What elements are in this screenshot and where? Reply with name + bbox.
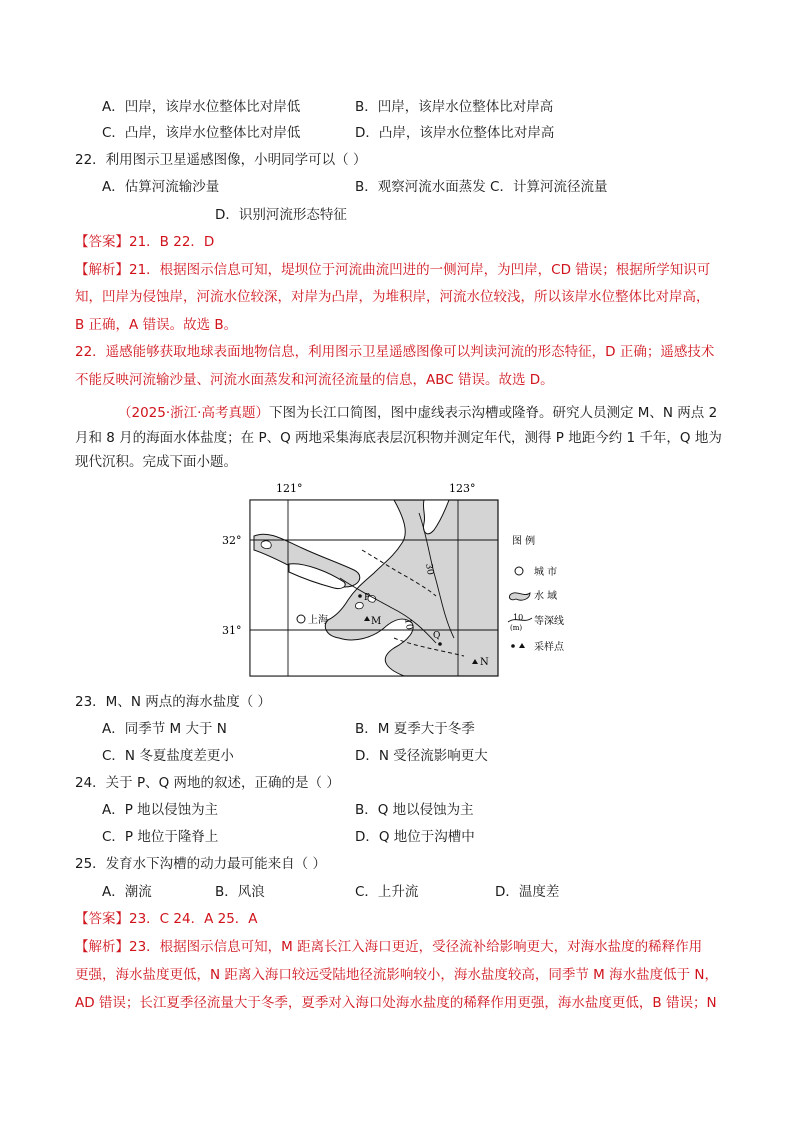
- legend-city-icon: [515, 567, 523, 575]
- point-p-marker: [358, 594, 362, 598]
- legend-title: 图 例: [512, 536, 536, 547]
- legend-contour-unit: (m): [510, 624, 523, 632]
- q25-option-d: D．温度差: [495, 884, 560, 900]
- analysis-2-line-2: 更强，海水盐度更低，N 距离入海口较远受陆地径流影响较小，海水盐度较高，同季节 M 海水盐度低于 N，: [75, 967, 719, 983]
- analysis-1-line-4: 22．遥感能够获取地球表面地物信息，利用图示卫星遥感图像可以判读河流的形态特征，D 正确；遥感技术: [75, 344, 715, 360]
- analysis-2-line-3: AD 错误；长江夏季径流量大于冬季，夏季对入海口处海水盐度的稀释作用更强，海水盐度更低，B 错误；N: [75, 995, 717, 1011]
- analysis-text: 23．根据图示信息可知，M 距离长江入海口更近，受径流补给影响更大，对海水盐度的稀释作用: [129, 939, 703, 955]
- q22-option-bc: B．观察河流水面蒸发 C．计算河流径流量: [355, 179, 608, 195]
- q21-option-b: B．凹岸，该岸水位整体比对岸高: [355, 99, 554, 115]
- question-source: （2025·浙江·高考真题）: [118, 405, 269, 421]
- q25-option-c: C．上升流: [355, 884, 419, 900]
- legend-sample-triangle: [519, 643, 525, 648]
- q24-option-d: D．Q 地位于沟槽中: [355, 829, 475, 845]
- answer-text: 23．C 24．A 25．A: [129, 911, 258, 927]
- city-marker: [297, 615, 305, 623]
- legend-city-label: 城 市: [534, 567, 558, 578]
- lat-label-32: 32°: [222, 534, 242, 547]
- answer-text: 21．B 22．D: [129, 234, 215, 250]
- legend-water-label: 水 域: [534, 591, 558, 602]
- q23-option-a: A．同季节 M 大于 N: [102, 721, 227, 737]
- lon-label-123: 123°: [449, 482, 476, 495]
- q23-option-b: B．M 夏季大于冬季: [355, 721, 475, 737]
- analysis-label: 【解析】: [75, 939, 129, 955]
- q21-option-c: C．凸岸，该岸水位整体比对岸低: [102, 125, 301, 141]
- q25-option-a: A．潮流: [102, 884, 152, 900]
- q23-option-c: C．N 冬夏盐度差更小: [102, 748, 234, 764]
- contour-10-label: 10: [402, 617, 414, 631]
- legend-water-icon: [509, 593, 530, 600]
- answer-block-2: [75, 909, 258, 929]
- q21-option-a: A．凹岸，该岸水位整体比对岸低: [102, 99, 301, 115]
- q25-option-b: B．风浪: [215, 884, 265, 900]
- answer-label: 【答案】: [75, 911, 129, 927]
- intro-line-3: 现代沉积。完成下面小题。: [75, 454, 237, 470]
- point-n-label: N: [480, 657, 489, 668]
- q24-option-a: A．P 地以侵蚀为主: [102, 802, 219, 818]
- analysis-2-line-1: [75, 937, 702, 957]
- intro-text: 下图为长江口简图，图中虚线表示沟槽或隆脊。研究人员测定 M、N 两点 2: [268, 405, 718, 421]
- q21-option-d: D．凸岸，该岸水位整体比对岸高: [355, 125, 555, 141]
- intro-line-1: [118, 403, 717, 423]
- q24-stem: 24．关于 P、Q 两地的叙述，正确的是（ ）: [75, 775, 340, 791]
- analysis-1-line-2: 知，凹岸为侵蚀岸，河流水位较深，对岸为凸岸，为堆积岸，河流水位较浅，所以该岸水位整体比对岸高，: [75, 289, 710, 305]
- answer-label: 【答案】: [75, 234, 129, 250]
- yangtze-estuary-map: [222, 478, 574, 678]
- analysis-1-line-5: 不能反映河流输沙量、河流水面蒸发和河流径流量的信息，ABC 错误。故选 D。: [75, 372, 554, 388]
- point-q-marker: [438, 642, 442, 646]
- lat-label-31: 31°: [222, 624, 242, 637]
- analysis-1-line-1: [75, 260, 710, 280]
- q22-option-a: A．估算河流输沙量: [102, 179, 220, 195]
- answer-block-1: [75, 232, 214, 252]
- point-m-label: M: [371, 616, 382, 627]
- point-p-label: P: [364, 593, 371, 603]
- analysis-1-line-3: B 正确，A 错误。故选 B。: [75, 317, 238, 333]
- analysis-text: 21．根据图示信息可知，堤坝位于河流曲流凹进的一侧河岸，为凹岸，CD 错误；根据所学知识可: [129, 262, 711, 278]
- city-label: 上海: [308, 615, 328, 626]
- contour-30-label: 30: [423, 562, 435, 576]
- q23-option-d: D．N 受径流影响更大: [355, 748, 488, 764]
- analysis-label: 【解析】: [75, 262, 129, 278]
- q22-stem: 22．利用图示卫星遥感图像，小明同学可以（ ）: [75, 152, 367, 168]
- legend-sample-dot: [511, 644, 515, 648]
- legend-contour-value: 10: [513, 613, 524, 622]
- lon-label-121: 121°: [276, 482, 303, 495]
- q24-option-c: C．P 地位于隆脊上: [102, 829, 219, 845]
- q24-option-b: B．Q 地以侵蚀为主: [355, 802, 474, 818]
- legend-sample-label: 采样点: [534, 642, 564, 653]
- point-q-label: Q: [433, 631, 441, 641]
- q25-stem: 25．发育水下沟槽的动力最可能来自（ ）: [75, 856, 326, 872]
- legend-contour-label: 等深线: [534, 616, 564, 627]
- q22-option-d: D．识别河流形态特征: [215, 207, 347, 223]
- intro-line-2: 月和 8 月的海面水体盐度；在 P、Q 两地采集海底表层沉积物并测定年代，测得 P 地距今约 1 千年，Q 地为: [75, 430, 722, 446]
- q23-stem: 23．M、N 两点的海水盐度（ ）: [75, 694, 272, 710]
